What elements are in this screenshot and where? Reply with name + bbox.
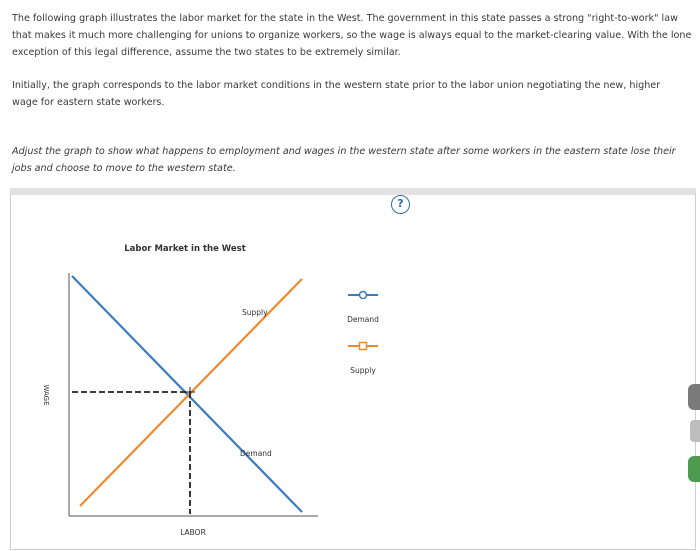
supply-curve-label: Supply (242, 308, 268, 317)
legend-supply-label: Supply (350, 366, 376, 375)
initial-conditions-paragraph: Initially, the graph corresponds to the labor market conditions in the western state prior to the labor union negotiating the new, higher wage for eastern state workers. (12, 80, 661, 108)
graph-title: Labor Market in the West (124, 244, 246, 254)
demand-curve-label: Demand (240, 449, 272, 458)
demand-circle-icon (360, 292, 367, 299)
help-button[interactable]: ? (391, 195, 410, 214)
x-axis-label: LABOR (180, 528, 206, 537)
side-control-icon[interactable] (688, 456, 700, 482)
legend-supply-tool[interactable] (348, 343, 378, 350)
supply-square-icon (360, 343, 367, 350)
y-axis-label: WAGE (42, 384, 50, 406)
intro-paragraph: The following graph illustrates the labor market for the state in the West. The government in this state passes a strong "right-to-work" law that makes it much more challenging for unions to organize workers, so the wage is always equal to the market-clearing value. With the lone exception of this legal difference, assume the two states to be extremely similar. (12, 13, 692, 58)
side-control-icon[interactable] (688, 384, 700, 410)
side-control-icon[interactable] (690, 420, 700, 442)
task-instruction: Adjust the graph to show what happens to employment and wages in the western state after some workers in the eastern state lose their jobs and choose to move to the western state. (12, 146, 676, 174)
legend-demand-label: Demand (347, 315, 379, 324)
legend-demand-tool[interactable] (348, 292, 378, 299)
